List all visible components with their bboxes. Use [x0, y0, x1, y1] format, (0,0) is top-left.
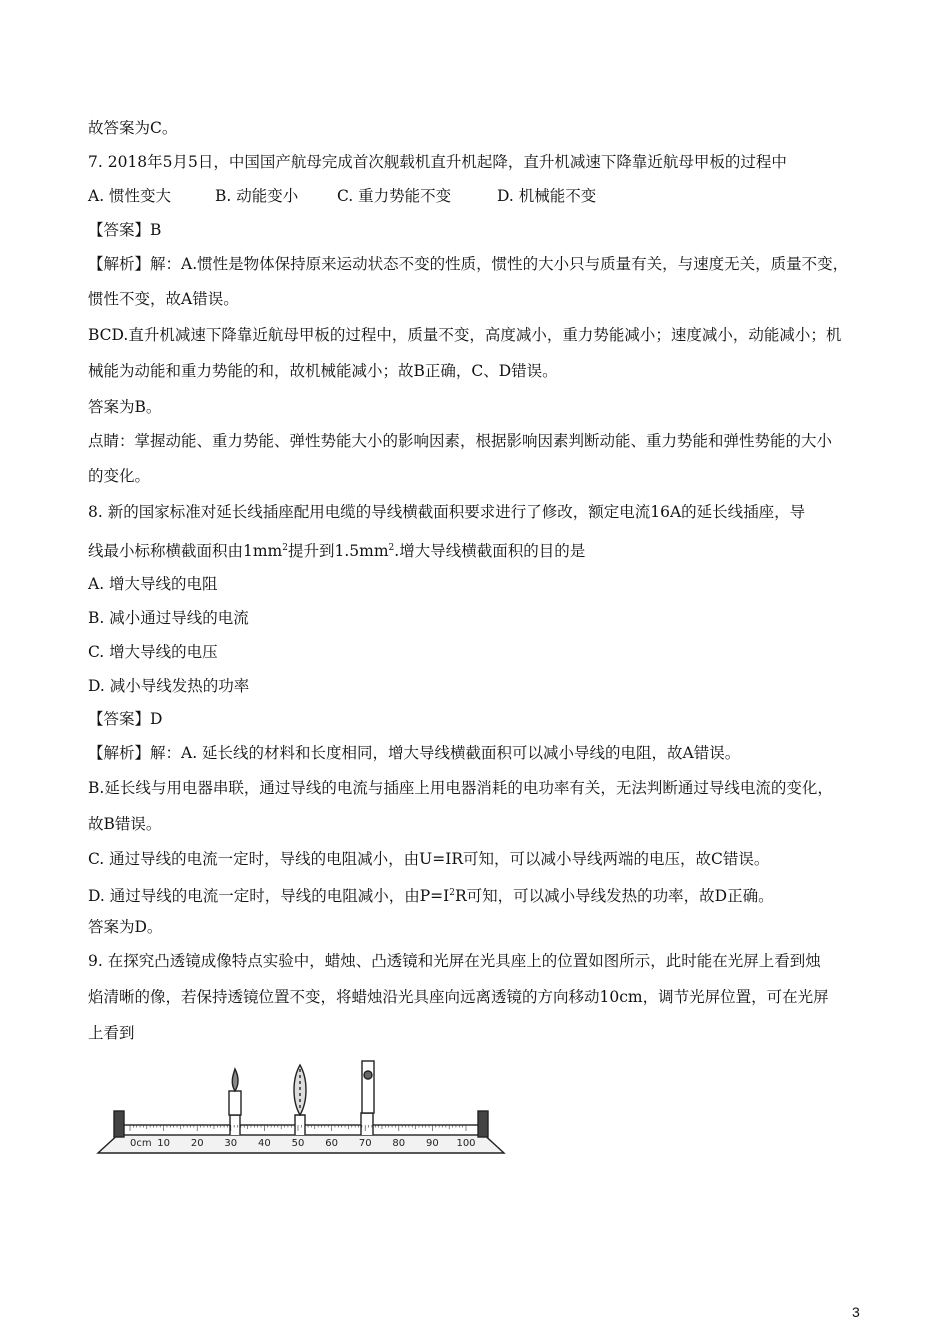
- scale-tick-label: 40: [258, 1138, 271, 1149]
- answer-label: 【答案】D: [88, 710, 163, 728]
- analysis-line: B.延长线与用电器串联，通过导线的电流与插座上用电器消耗的电功率有关，无法判断通过导线电流的变化，: [88, 779, 833, 797]
- option-d: D. 减小导线发热的功率: [88, 677, 250, 695]
- text-line: 故答案为C。: [88, 119, 178, 137]
- analysis-line: 答案为B。: [88, 398, 162, 416]
- tip-line: 点睛：掌握动能、重力势能、弹性势能大小的影响因素，根据影响因素判断动能、重力势能和弹性势能的大小: [88, 432, 833, 450]
- analysis-line: 【解析】解：A. 延长线的材料和长度相同，增大导线横截面积可以减小导线的电阻，故A错误。: [88, 744, 741, 762]
- scale-tick-label: 20: [190, 1138, 204, 1149]
- answer-label: 【答案】B: [88, 221, 162, 239]
- question-9-stem: 9. 在探究凸透镜成像特点实验中，蜡烛、凸透镜和光屏在光具座上的位置如图所示，此时能在光屏上看到烛: [88, 952, 821, 970]
- question-8-stem: 8. 新的国家标准对延长线插座配用电缆的导线横截面积要求进行了修改，额定电流16A的延长线插座，导: [88, 503, 806, 521]
- analysis-line: 械能为动能和重力势能的和，故机械能减小；故B正确，C、D错误。: [88, 362, 558, 380]
- option-b: B. 减小通过导线的电流: [88, 609, 249, 627]
- scale-tick-label: 30: [224, 1138, 238, 1149]
- light-screen: [361, 1061, 374, 1135]
- question-9-stem: 上看到: [88, 1024, 135, 1042]
- bench-end-left: [114, 1111, 124, 1137]
- analysis-line: C. 通过导线的电流一定时，导线的电阻减小，由U=IR可知，可以减小导线两端的电压，故C错误。: [88, 850, 770, 868]
- analysis-line: BCD.直升机减速下降靠近航母甲板的过程中，质量不变，高度减小，重力势能减小；速度减小，动能减小；机: [88, 326, 842, 344]
- analysis-line: 故B错误。: [88, 815, 162, 833]
- question-7-options: [88, 186, 870, 206]
- analysis-line: D. 通过导线的电流一定时，导线的电阻减小，由$P=I^2R$可知，可以减小导线发热的功率，故D正确。: [88, 887, 774, 906]
- scale-tick-label: 100: [456, 1138, 476, 1149]
- bench-end-right: [478, 1111, 488, 1137]
- option-c: C. 重力势能不变: [337, 187, 452, 205]
- analysis-line: 答案为D。: [88, 918, 163, 936]
- option-a: A. 增大导线的电阻: [88, 575, 218, 593]
- analysis-line: 【解析】解：A.惯性是物体保持原来运动状态不变的性质，惯性的大小只与质量有关，与速度无关，质量不变，: [88, 255, 849, 273]
- convex-lens: [294, 1065, 306, 1135]
- scale-tick-label: 60: [325, 1138, 338, 1149]
- scale-tick-label: 90: [426, 1138, 439, 1149]
- tip-line: 的变化。: [88, 467, 151, 485]
- scale-tick-label: 50: [291, 1138, 305, 1149]
- option-c: C. 增大导线的电压: [88, 643, 218, 661]
- option-d: D. 机械能不变: [497, 187, 597, 205]
- option-b: B. 动能变小: [215, 187, 299, 205]
- optical-bench-figure: [94, 1053, 508, 1158]
- scale-tick-label: 70: [358, 1138, 372, 1149]
- question-7-stem: 7. 2018年5月5日，中国国产航母完成首次舰载机直升机起降，直升机减速下降靠近航母甲板的过程中: [88, 153, 787, 171]
- option-a: A. 惯性变大: [88, 187, 172, 205]
- page-number: 3: [852, 1304, 860, 1320]
- question-8-stem: 线最小标称横截面积由$1mm^2$提升到$1.5mm^2$.增大导线横截面积的目的是: [88, 542, 586, 561]
- question-9-stem: 焰清晰的像，若保持透镜位置不变，将蜡烛沿光具座向远离透镜的方向移动10cm，调节光屏位置，可在光屏: [88, 988, 829, 1006]
- analysis-line: 惯性不变，故A错误。: [88, 290, 239, 308]
- scale-tick-label: 10: [157, 1138, 170, 1149]
- scale-unit-label: 0cm: [130, 1138, 152, 1149]
- scale-tick-label: 80: [392, 1138, 406, 1149]
